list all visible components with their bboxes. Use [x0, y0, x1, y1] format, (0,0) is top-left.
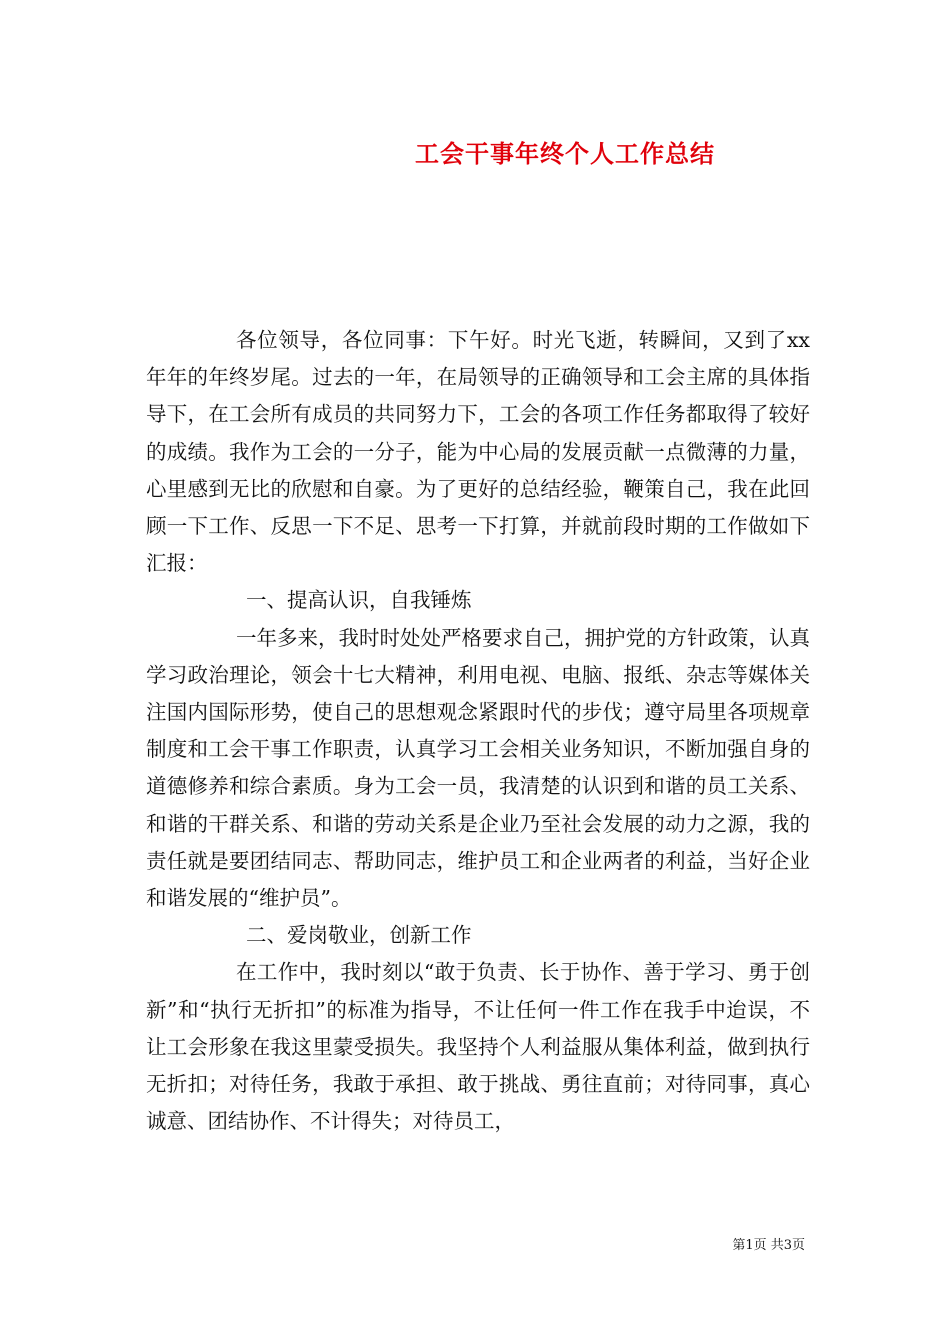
document-title: 工会干事年终个人工作总结	[415, 140, 715, 168]
document-body	[146, 322, 810, 1140]
section-heading-1: 一、提高认识，自我锤炼	[246, 588, 472, 613]
section-heading-2: 二、爱岗敬业，创新工作	[246, 923, 472, 948]
page-number: 第1页 共3页	[732, 1238, 805, 1253]
paragraph-section-1: 一年多来，我时时处处严格要求自己，拥护党的方针政策，认真学习政治理论，领会十七大精神，利用电视、电脑、报纸、杂志等媒体关注国内国际形势，使自己的思想观念紧跟时代的步伐；遵守局里各项规章制度和工会干事工作职责，认真学习工会相关业务知识，不断加强自身的道德修养和综合素质。身为工会一员，我清楚的认识到和谐的员工关系、和谐的干群关系、和谐的劳动关系是企业乃至社会发展的动力之源，我的责任就是要团结同志、帮助同志，维护员工和企业两者的利益，当好企业和谐发展的“维护员”。	[146, 625, 810, 911]
paragraph-intro: 各位领导，各位同事：下午好。时光飞逝，转瞬间，又到了xx年年的年终岁尾。过去的一年，在局领导的正确领导和工会主席的具体指导下，在工会所有成员的共同努力下，工会的各项工作任务都取得了较好的成绩。我作为工会的一分子，能为中心局的发展贡献一点微薄的力量，心里感到无比的欣慰和自豪。为了更好的总结经验，鞭策自己，我在此回顾一下工作、反思一下不足、思考一下打算，并就前段时期的工作做如下汇报：	[146, 328, 810, 576]
paragraph-section-2: 在工作中，我时刻以“敢于负责、长于协作、善于学习、勇于创新”和“执行无折扣”的标准为指导，不让任何一件工作在我手中迨误，不让工会形象在我这里蒙受损失。我坚持个人利益服从集体利益，做到执行无折扣；对待任务，我敢于承担、敢于挑战、勇往直前；对待同事，真心诚意、团结协作、不计得失；对待员工，	[146, 960, 810, 1134]
